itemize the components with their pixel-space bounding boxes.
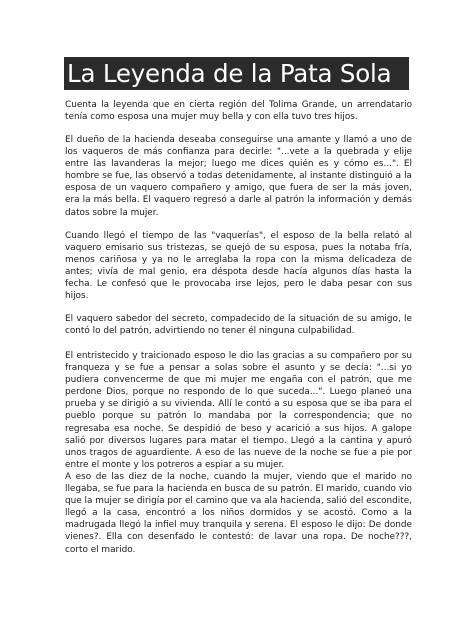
paragraph-2: El dueño de la hacienda deseaba conseguirse una amante y llamó a uno de los vaqueros de más confianza para decirle: "...vete a la quebrada y elije entre las lavanderas la mejor; luego me dices quién es y cómo es...". El hombre se fue, las observó a todas detenidamente, al instante distinguió a la esposa de un vaquero compañero y amigo, que fuera de ser la más joven, era la más bella. El vaquero regresó a darle al patrón la información y demás datos sobre la mujer. — [65, 135, 412, 218]
paragraph-1: Cuenta la leyenda que en cierta región del Tolima Grande, un arrendatario tenía como esposa una mujer muy bella y con ella tuvo tres hijos. — [65, 100, 412, 123]
paragraph-5: El entristecido y traicionado esposo le dio las gracias a su compañero por su franqueza y se fue a pensar a solas sobre el asunto y se decía: "...si yo pudiera convencerme de que mi mujer me engaña con el patrón, que me perdone Dios, porque no respondo de lo que suceda...". Luego planeó una prueba y se dirigió a su vivienda. Allí le contó a su esposa que se iba para el pueblo porque su patrón lo mandaba por la correspondencia; que no regresaba esa noche. Se despidió de beso y acarició a sus hijos. A galope salió por diversos lugares para matar el tiempo. Llegó a la cantina y apuró unos tragos de aguardiente. A eso de las nueve de la noche se fue a pie por entre el monte y los potreros a espiar a su mujer. — [65, 351, 412, 470]
paragraph-3: Cuando llegó el tiempo de las "vaquerías", el esposo de la bella relató al vaquero emisario sus tristezas, se quejó de su esposa, pues la notaba fría, menos cariñosa y ya no le arreglaba la ropa con la misma delicadeza de antes; vivía de mal genio, era déspota desde hacía algunos días hasta la fecha. Le confesó que le provocaba irse lejos, pero le daba pesar con sus hijos. — [65, 231, 412, 302]
document-title: La Leyenda de la Pata Sola — [64, 57, 409, 90]
paragraph-4: El vaquero sabedor del secreto, compadecido de la situación de su amigo, le contó lo del patrón, advirtiendo no tener él ninguna culpabilidad. — [65, 314, 412, 337]
paragraph-6: A eso de las diez de la noche, cuando la mujer, viendo que el marido no llegaba, se fue para la hacienda en busca de su patrón. El marido, cuando vio que la mujer se dirigía por el camino que va ala hacienda, salió del escondite, llegó a la casa, encontró a los niños dormidos y se acostó. Como a la madrugada llegó la infiel muy tranquila y serena. El esposo le dijo: De donde vienes?. Ella con desenfado le contestó: de lavar una ropa. De noche???, corto el marido. — [65, 472, 412, 555]
